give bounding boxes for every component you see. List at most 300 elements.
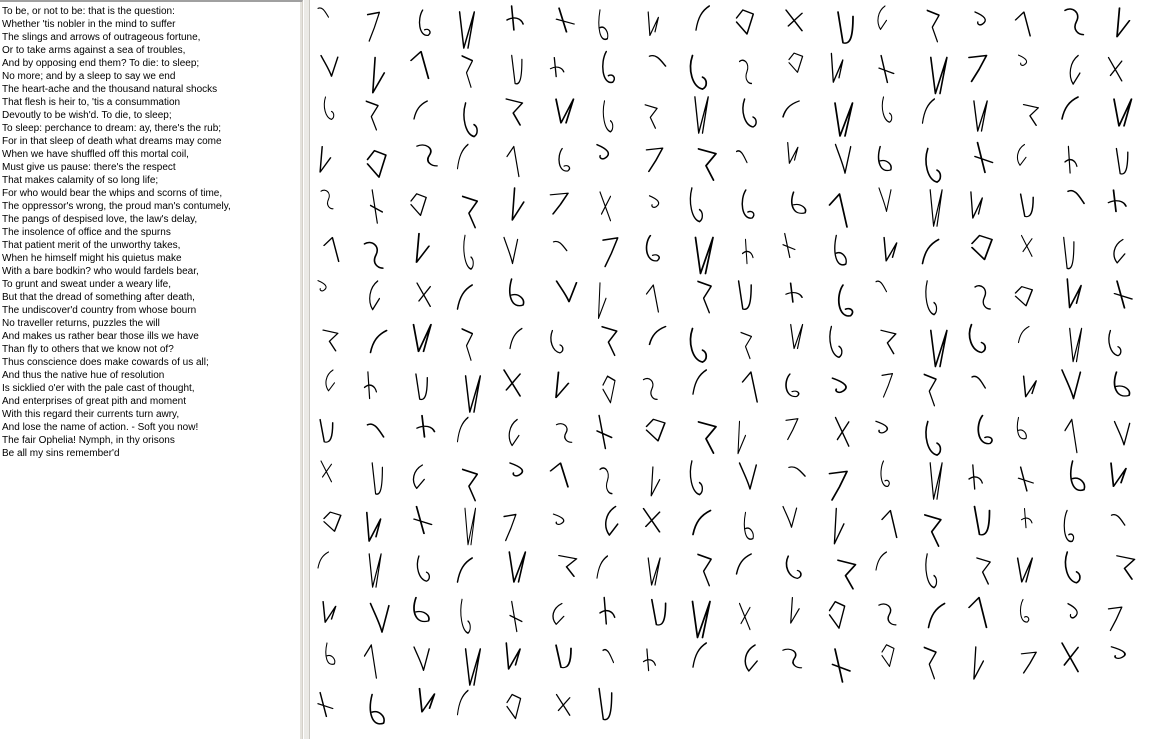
handwritten-glyph [1109, 607, 1122, 630]
handwritten-glyph [599, 10, 608, 39]
handwritten-glyph [557, 8, 575, 32]
handwritten-glyph [644, 649, 656, 671]
handwritten-glyph [1017, 145, 1026, 166]
handwritten-glyph [460, 12, 475, 48]
handwritten-glyph [1019, 327, 1030, 343]
handwritten-glyph [738, 422, 746, 454]
handwritten-glyph [923, 99, 935, 123]
handwritten-glyph [647, 148, 663, 171]
handwritten-glyph [970, 325, 986, 353]
handwritten-glyph [1116, 149, 1127, 174]
poem-line: Must give us pause: there's the respect [2, 162, 176, 173]
handwritten-glyph [509, 552, 525, 582]
handwritten-glyph [879, 604, 896, 625]
handwritten-glyph [1109, 331, 1121, 356]
handwritten-glyph [975, 286, 990, 309]
handwritten-glyph [507, 695, 521, 719]
handwritten-glyph [834, 509, 844, 544]
handwritten-glyph [644, 378, 658, 399]
handwritten-glyph [881, 330, 896, 353]
handwritten-glyph [320, 147, 331, 173]
handwritten-glyph [737, 151, 748, 163]
poem-line: The fair Ophelia! Nymph, in thy orisons [2, 435, 175, 446]
handwritten-glyph [466, 649, 481, 685]
handwritten-glyph [320, 420, 333, 443]
handwritten-glyph [417, 234, 430, 263]
pane-splitter[interactable] [303, 0, 310, 739]
handwritten-glyph [693, 643, 706, 667]
handwritten-glyph [365, 242, 383, 268]
handwritten-glyph [1067, 279, 1081, 308]
handwritten-glyph [830, 194, 848, 227]
handwritten-glyph [783, 234, 795, 258]
poem-line: Is sicklied o'er with the pale cast of thought, [2, 383, 195, 394]
handwritten-glyph [690, 188, 702, 222]
handwritten-glyph [603, 238, 618, 267]
handwritten-glyph [1117, 556, 1135, 579]
handwritten-glyph [464, 103, 477, 137]
handwritten-glyph [1071, 461, 1085, 490]
poem-line: Or to take arms against a sea of troubles, [2, 45, 186, 56]
handwritten-glyph [1021, 194, 1034, 217]
poem-line: The undiscover'd country from whose bourn [2, 305, 197, 316]
handwritten-glyph [789, 467, 805, 476]
handwritten-glyph [786, 556, 800, 578]
handwritten-glyph [414, 598, 429, 622]
handwritten-glyph [370, 695, 384, 724]
handwritten-glyph [1024, 376, 1037, 397]
handwritten-glyph [926, 554, 937, 588]
poem-line: And makes us rather bear those ills we have [2, 331, 199, 342]
handwritten-glyph [786, 283, 802, 302]
handwritten-glyph [326, 370, 335, 391]
handwritten-glyph [975, 507, 990, 535]
handwritten-glyph [1114, 99, 1132, 126]
poem-line: The slings and arrows of outrageous fortune, [2, 32, 201, 43]
handwritten-glyph [504, 515, 516, 541]
handwritten-glyph [1062, 643, 1078, 672]
handwritten-glyph [792, 192, 806, 213]
handwritten-glyph [603, 52, 615, 83]
handwritten-glyph [740, 604, 751, 630]
handwritten-glyph [554, 514, 564, 524]
handwritten-glyph [740, 463, 757, 489]
handwritten-glyph [551, 193, 569, 214]
poem-line: That makes calamity of so long life; [2, 175, 159, 186]
handwritten-glyph [835, 103, 853, 136]
handwritten-glyph [977, 558, 990, 584]
handwritten-glyph [925, 515, 941, 546]
handwritten-glyph [1022, 509, 1033, 528]
handwritten-glyph [838, 560, 856, 589]
poem-line: But that the dread of something after death, [2, 292, 195, 303]
handwritten-glyph [510, 463, 522, 476]
handwritten-glyph [969, 598, 987, 628]
handwritten-glyph [411, 52, 429, 79]
handwritten-glyph [1019, 467, 1034, 491]
handwritten-glyph [879, 147, 892, 171]
handwritten-glyph [650, 196, 659, 208]
handwritten-glyph [882, 645, 894, 667]
handwritten-glyph [504, 238, 518, 264]
handwritten-glyph [876, 552, 887, 570]
poem-line: The oppressor's wrong, the proud man's contumely, [2, 201, 231, 212]
handwritten-glyph [559, 556, 577, 577]
handwritten-glyph [324, 97, 333, 119]
handwritten-glyph [599, 689, 612, 720]
handwritten-glyph [371, 331, 387, 353]
handwritten-glyph [791, 598, 800, 624]
handwritten-glyph [413, 465, 424, 488]
poem-line: Thus conscience does make cowards of us all; [2, 357, 209, 368]
handwritten-glyph [923, 240, 939, 264]
handwritten-glyph [833, 649, 851, 682]
handwritten-glyph [831, 54, 842, 83]
poem-line: To be, or not to be: that is the question: [2, 6, 175, 17]
handwritten-glyph [969, 465, 982, 489]
handwritten-glyph [644, 509, 660, 532]
handwritten-glyph [506, 643, 520, 669]
handwritten-glyph [924, 647, 936, 678]
handwritten-glyph [506, 99, 522, 125]
handwritten-glyph [599, 283, 607, 318]
handwritten-glyph [974, 647, 984, 679]
handwritten-glyph [1024, 105, 1039, 126]
handwritten-glyph [373, 58, 385, 93]
handwritten-glyph [974, 101, 987, 131]
handwritten-glyph [975, 143, 993, 173]
handwritten-glyph [463, 469, 478, 500]
handwritten-glyph [971, 192, 982, 218]
handwritten-glyph [930, 463, 942, 499]
handwritten-glyph [1065, 552, 1079, 583]
handwritten-glyph [836, 145, 851, 174]
handwritten-glyph [466, 376, 481, 412]
handwritten-glyph [783, 101, 799, 117]
handwritten-glyph [931, 331, 947, 367]
handwritten-glyph [559, 149, 569, 172]
handwritten-glyph [969, 56, 987, 82]
handwritten-glyph [367, 513, 381, 542]
handwritten-glyph [507, 147, 519, 177]
handwritten-glyph [698, 281, 711, 312]
handwritten-glyph [371, 190, 383, 223]
text-area-edge [300, 2, 302, 739]
handwritten-glyph [318, 281, 326, 291]
handwritten-glyph [740, 60, 752, 83]
handwritten-glyph [551, 58, 564, 77]
handwritten-glyph [1062, 370, 1080, 399]
poem-line: With this regard their currents turn awry, [2, 409, 180, 420]
handwritten-glyph [1112, 515, 1125, 525]
handwritten-glyph [786, 419, 798, 440]
handwritten-glyph [463, 196, 478, 227]
handwritten-glyph [691, 56, 707, 90]
handwritten-glyph [417, 556, 429, 581]
handwritten-glyph [510, 279, 524, 306]
handwritten-glyph [1016, 12, 1031, 36]
handwritten-glyph [926, 281, 937, 315]
handwritten-glyph [884, 238, 897, 261]
poem-line: No more; and by a sleep to say we end [2, 71, 176, 82]
poem-text-area[interactable] [0, 0, 303, 739]
handwritten-glyph [1114, 240, 1125, 263]
handwritten-glyph [318, 552, 329, 568]
handwritten-glyph [462, 329, 473, 360]
handwritten-glyph [419, 10, 429, 35]
handwritten-glyph [882, 374, 893, 397]
handwritten-glyph [1115, 422, 1130, 445]
handwritten-glyph [830, 602, 845, 628]
handwritten-glyph [1065, 420, 1077, 453]
handwritten-glyph [557, 281, 577, 302]
handwritten-glyph [879, 188, 891, 211]
handwritten-glyph [600, 598, 615, 624]
handwritten-glyph [690, 461, 702, 495]
handwritten-glyph [975, 12, 985, 25]
handwritten-glyph [510, 329, 522, 349]
handwritten-glyph [600, 468, 612, 494]
poem-line: That patient merit of the unworthy takes, [2, 240, 181, 251]
handwritten-glyph [606, 507, 618, 536]
handwritten-glyph [366, 101, 378, 130]
poem-line: When we have shuffled off this mortal coil, [2, 149, 189, 160]
handwritten-glyph [695, 97, 708, 133]
poem-line: And lose the name of action. - Soft you now! [2, 422, 199, 433]
handwritten-glyph [972, 236, 992, 260]
handwritten-glyph [326, 643, 335, 664]
handwritten-glyph [414, 507, 432, 534]
handwritten-glyph [507, 6, 523, 30]
handwritten-glyph [1115, 281, 1133, 308]
handwritten-glyph [737, 554, 752, 574]
poem-lines [2, 5, 231, 460]
handwritten-glyph [789, 53, 803, 72]
handwritten-glyph [739, 281, 752, 309]
handwritten-glyph [835, 236, 846, 265]
handwritten-glyph [411, 194, 426, 216]
handwritten-glyph [737, 10, 754, 34]
handwritten-glyph [696, 6, 709, 30]
handwritten-glyph [741, 333, 752, 359]
poem-line: To sleep: perchance to dream: ay, there's the rub; [2, 123, 222, 134]
handwritten-glyph [691, 329, 707, 363]
handwritten-glyph [365, 645, 377, 678]
handwritten-glyph [597, 556, 608, 578]
handwritten-glyph [743, 99, 756, 127]
handwritten-glyph [1017, 418, 1026, 439]
handwritten-glyph [699, 149, 717, 180]
handwritten-glyph [783, 649, 801, 668]
handwritten-glyph [556, 645, 571, 668]
poem-line: That flesh is heir to, 'tis a consummation [2, 97, 181, 108]
handwritten-glyph [420, 689, 435, 712]
handwritten-glyph [833, 378, 847, 392]
handwritten-glyph [651, 467, 660, 496]
handwritten-glyph [830, 327, 842, 358]
handwritten-glyph [927, 10, 939, 41]
handwriting-canvas[interactable] [310, 0, 1154, 739]
handwritten-glyph [693, 370, 706, 394]
handwritten-glyph [645, 105, 657, 128]
handwritten-glyph [1062, 97, 1078, 119]
handwritten-glyph [742, 190, 754, 218]
poem-line: To grunt and sweat under a weary life, [2, 279, 171, 290]
handwritten-glyph [1065, 9, 1083, 35]
poem-line: Than fly to others that we know not of? [2, 344, 174, 355]
handwritten-glyph [791, 325, 803, 349]
handwritten-glyph [650, 327, 666, 345]
handwritten-glyph [1115, 372, 1130, 396]
handwritten-glyph [647, 285, 659, 312]
handwritten-glyph [878, 6, 887, 29]
handwritten-glyph [370, 281, 380, 310]
handwritten-glyph [504, 370, 520, 396]
handwritten-glyph [838, 12, 853, 43]
handwritten-glyph [553, 604, 564, 625]
handwritten-glyph [557, 424, 572, 443]
handwritten-glyph [882, 97, 891, 122]
handwritten-glyph [603, 101, 612, 132]
handwritten-glyph [462, 56, 473, 87]
handwritten-glyph [551, 331, 563, 353]
handwritten-glyph [978, 416, 992, 444]
handwritten-glyph [458, 558, 473, 582]
handwritten-glyph [786, 374, 799, 397]
handwritten-glyph [510, 602, 522, 632]
handwritten-glyph [745, 645, 757, 671]
handwritten-glyph [652, 600, 666, 625]
handwritten-glyph [602, 327, 617, 356]
handwritten-glyph [509, 420, 519, 446]
handwritten-glyph [417, 283, 430, 306]
handwritten-glyph [881, 461, 889, 486]
handwritten-glyph [557, 695, 570, 716]
poem-line: Devoutly to be wish'd. To die, to sleep; [2, 110, 172, 121]
handwritten-glyph [600, 192, 611, 221]
handwritten-glyph [783, 507, 797, 528]
handwritten-glyph [924, 374, 936, 405]
handwritten-glyph [416, 374, 427, 399]
handwritten-glyph [931, 58, 947, 94]
handwritten-glyph [365, 372, 377, 398]
handwritten-glyph [458, 145, 469, 169]
handwritten-glyph [368, 151, 386, 177]
handwritten-glyph [556, 372, 569, 398]
handwritten-glyph [876, 281, 887, 291]
handwritten-glyph [744, 513, 753, 540]
handwritten-glyph [1070, 329, 1082, 362]
handwritten-glyph [648, 12, 658, 35]
handwritten-glyph [696, 238, 714, 274]
handwritten-glyph [1019, 55, 1027, 65]
poem-line: The insolence of office and the spurns [2, 227, 171, 238]
handwritten-glyph [1065, 147, 1077, 173]
handwritten-glyph [1068, 191, 1084, 204]
handwritten-glyph [1022, 236, 1033, 257]
poem-line: Be all my sins remember'd [2, 448, 120, 459]
handwritten-glyph [368, 12, 380, 41]
handwritten-glyph [876, 421, 887, 433]
handwritten-glyph [554, 241, 567, 250]
handwritten-glyph [603, 376, 615, 402]
poem-line: Whether 'tis nobler in the mind to suffer [2, 19, 176, 30]
handwritten-glyph [1117, 8, 1130, 37]
handwritten-glyph [323, 602, 336, 623]
handwritten-glyph [417, 145, 437, 166]
handwritten-glyph [926, 149, 940, 183]
handwritten-glyph [882, 511, 897, 538]
handwritten-glyph [368, 424, 384, 437]
handwritten-glyph [1016, 287, 1033, 306]
handwritten-glyph [699, 422, 717, 453]
handwritten-glyph [458, 418, 469, 442]
handwritten-glyph [323, 330, 338, 351]
handwritten-glyph [647, 236, 660, 261]
poem-line: The pangs of despised love, the law's delay, [2, 214, 198, 225]
handwritten-glyph [930, 190, 942, 226]
handwritten-glyph [648, 558, 660, 585]
handwritten-glyph [647, 419, 665, 441]
handwritten-glyph [830, 471, 848, 500]
handwritten-glyph [743, 240, 754, 264]
handwritten-glyph [786, 10, 802, 31]
handwritten-glyph [318, 693, 333, 717]
handwritten-glyph [1109, 58, 1122, 81]
handwritten-glyph [926, 422, 940, 456]
handwritten-glyph [597, 145, 608, 159]
poem-line: The heart-ache and the thousand natural shocks [2, 84, 218, 95]
poem-line: For who would bear the whips and scorns of time, [2, 188, 223, 199]
handwritten-glyph [1064, 511, 1073, 542]
handwritten-glyph [318, 8, 329, 17]
handwritten-glyph [321, 461, 332, 482]
handwritten-glyph [1020, 600, 1028, 623]
handwritten-glyph [414, 101, 427, 119]
handwritten-glyph [650, 56, 666, 66]
handwritten-glyph [836, 418, 849, 447]
poem-line: For in that sleep of death what dreams may come [2, 136, 222, 147]
handwritten-glyph [414, 647, 429, 670]
poem-line: When he himself might his quietus make [2, 253, 182, 264]
handwritten-glyph [369, 554, 381, 587]
handwritten-glyph [321, 56, 338, 77]
handwritten-glyph [414, 325, 432, 352]
handwritten-glyph [743, 372, 758, 402]
handwritten-glyph [1018, 558, 1033, 582]
handwritten-glyph [512, 56, 522, 84]
poem-line: And thus the native hue of resolution [2, 370, 165, 381]
handwritten-glyph [321, 190, 333, 209]
handwritten-glyph [324, 512, 341, 531]
handwritten-glyph [693, 602, 711, 638]
handwritten-glyph [839, 285, 853, 316]
handwritten-glyph [698, 554, 711, 585]
handwritten-glyph [597, 416, 612, 449]
poem-line: And enterprises of great pith and moment [2, 396, 186, 407]
handwritten-glyph [972, 376, 985, 388]
handwritten-glyph [929, 604, 945, 628]
poem-line: With a bare bodkin? who would fardels bear, [2, 266, 199, 277]
handwritten-glyph [458, 285, 473, 309]
handwritten-glyph [879, 56, 894, 83]
handwritten-glyph [551, 463, 569, 487]
handwritten-glyph [512, 188, 524, 220]
handwritten-glyph [458, 691, 469, 715]
handwritten-glyph [461, 600, 470, 634]
glyph-grid [310, 0, 1154, 739]
handwritten-glyph [324, 238, 339, 262]
